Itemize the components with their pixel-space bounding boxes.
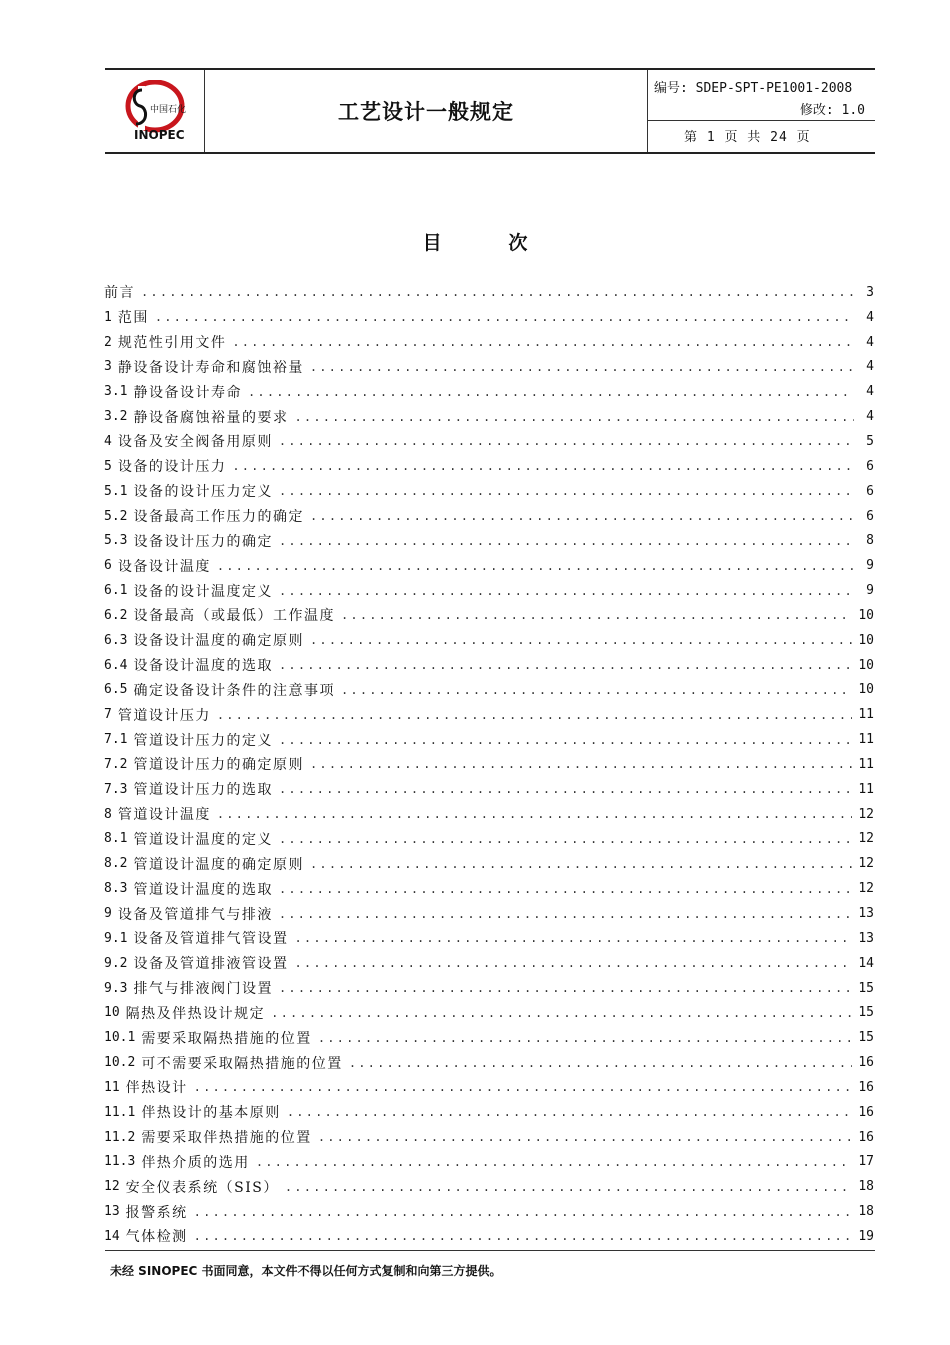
toc-entry-number: 9.2 [104,955,128,971]
toc-entry-page: 11 [858,756,874,772]
table-of-contents [104,280,874,1249]
toc-leader-dots [279,733,852,747]
toc-entry-number: 7 [104,707,112,723]
toc-entry-number: 2 [104,334,112,350]
toc-leader-dots [341,608,852,622]
toc-entry-title: 管道设计压力的定义 [133,732,273,749]
toc-entry-title: 管道设计温度的确定原则 [133,856,304,873]
toc-entry-title: 设备的设计压力 [117,459,227,476]
toc-entry[interactable] [104,404,874,429]
toc-entry-number: 4 [104,433,112,449]
toc-entry-number: 11.2 [104,1129,136,1145]
toc-entry-number: 5.2 [104,508,128,524]
toc-leader-dots [287,1105,853,1119]
toc-entry-title: 范围 [117,310,149,327]
toc-leader-dots [310,633,852,647]
toc-entry-number: 13 [104,1204,120,1220]
toc-entry-number: 5 [104,458,112,474]
toc-entry-title: 管道设计压力的确定原则 [133,757,304,774]
page-indicator: 第 1 页 共 24 页 [684,130,811,145]
toc-entry[interactable] [104,603,874,628]
toc-entry-number: 12 [104,1179,120,1195]
toc-entry-title: 管道设计压力 [117,707,211,724]
toc-entry-title: 气体检测 [125,1229,188,1246]
toc-entry-title: 报警系统 [125,1204,188,1221]
toc-entry[interactable] [104,827,874,852]
toc-entry[interactable] [104,429,874,454]
footer-divider [105,1250,875,1251]
toc-entry-title: 伴热设计 [125,1080,188,1097]
toc-entry[interactable] [104,578,874,603]
toc-leader-dots [279,534,854,548]
toc-leader-dots [217,708,853,722]
toc-leader-dots [248,385,854,399]
toc-entry-title: 管道设计温度 [117,807,211,824]
toc-leader-dots [310,360,854,374]
toc-entry-page: 12 [858,856,874,872]
toc-entry-number: 1 [104,309,112,325]
toc-entry-number: 11.3 [104,1154,136,1170]
toc-entry[interactable] [104,901,874,926]
toc-entry[interactable] [104,653,874,678]
toc-entry[interactable] [104,777,874,802]
toc-entry-page: 4 [866,309,874,325]
toc-entry-page: 13 [858,930,874,946]
toc-entry-number: 8 [104,806,112,822]
toc-leader-dots [217,559,854,573]
toc-entry-page: 4 [866,359,874,375]
toc-leader-dots [279,907,853,921]
toc-entry[interactable] [104,305,874,330]
toc-entry-number: 10.2 [104,1055,136,1071]
toc-leader-dots [232,459,854,473]
toc-entry[interactable] [104,504,874,529]
toc-entry-number: 6.4 [104,657,128,673]
toc-entry[interactable] [104,802,874,827]
toc-entry-page: 15 [858,980,874,996]
logo-cell [105,70,205,152]
toc-entry-page: 9 [866,558,874,574]
toc-heading [0,228,950,255]
toc-leader-dots [310,509,854,523]
toc-entry-number: 7.1 [104,732,128,748]
toc-entry-number: 6.2 [104,607,128,623]
toc-entry[interactable] [104,1075,874,1100]
toc-entry-title: 设备及管道排气管设置 [133,931,289,948]
document-title: 工艺设计一般规定 [338,100,514,124]
toc-entry[interactable] [104,1150,874,1175]
toc-leader-dots [279,981,852,995]
toc-leader-dots [294,956,852,970]
toc-entry-number: 10 [104,1005,120,1021]
meta-top [648,70,875,121]
toc-entry[interactable] [104,678,874,703]
toc-entry[interactable] [104,1199,874,1224]
toc-leader-dots [141,285,854,299]
toc-entry-number: 11 [104,1079,120,1095]
toc-entry-page: 4 [866,409,874,425]
toc-entry[interactable] [104,1025,874,1050]
toc-entry[interactable] [104,951,874,976]
toc-leader-dots [341,683,852,697]
svg-text:中国石化: 中国石化 [150,105,187,115]
toc-leader-dots [155,310,854,324]
toc-entry[interactable] [104,1174,874,1199]
toc-entry[interactable] [104,1050,874,1075]
sinopec-logo [120,80,190,142]
toc-entry-title: 规范性引用文件 [117,335,227,352]
toc-entry-title: 排气与排液阀门设置 [133,981,273,998]
toc-entry[interactable] [104,976,874,1001]
toc-leader-dots [217,807,853,821]
toc-entry-number: 11.1 [104,1104,136,1120]
toc-entry[interactable] [104,528,874,553]
toc-entry-page: 13 [858,906,874,922]
toc-entry-title: 隔热及伴热设计规定 [125,1005,266,1022]
toc-entry-title: 确定设备设计条件的注意事项 [133,682,335,699]
toc-entry[interactable] [104,628,874,653]
toc-entry-page: 11 [858,707,874,723]
toc-entry-page: 18 [858,1204,874,1220]
toc-leader-dots [279,832,852,846]
toc-entry-page: 15 [858,1005,874,1021]
toc-entry-page: 11 [858,781,874,797]
toc-entry-title: 静设备设计寿命和腐蚀裕量 [117,359,304,376]
copyright-notice: 未经 SINOPEC 书面同意，本文件不得以任何方式复制和向第三方提供。 [110,1264,502,1278]
toc-entry-page: 6 [866,483,874,499]
toc-entry[interactable] [104,454,874,479]
toc-entry-number: 9.1 [104,930,128,946]
toc-entry-title: 伴热设计的基本原则 [141,1105,281,1122]
toc-leader-dots [271,1006,852,1020]
toc-entry-number: 9.3 [104,980,128,996]
toc-entry-number: 5.3 [104,533,128,549]
toc-entry-page: 16 [858,1129,874,1145]
toc-entry-page: 14 [858,955,874,971]
toc-entry-page: 12 [858,806,874,822]
toc-leader-dots [279,782,852,796]
toc-entry[interactable] [104,876,874,901]
toc-entry-number: 3 [104,359,112,375]
toc-heading-char-2: 次 [508,232,528,254]
toc-entry-title: 设备设计温度 [117,558,211,575]
toc-entry-number: 14 [104,1228,120,1244]
toc-entry[interactable] [104,379,874,404]
toc-leader-dots [318,1031,853,1045]
toc-entry-page: 18 [858,1179,874,1195]
toc-entry-page: 19 [858,1228,874,1244]
toc-entry-page: 12 [858,831,874,847]
toc-leader-dots [194,1080,853,1094]
toc-entry-page: 4 [866,334,874,350]
toc-entry-title: 设备的设计压力定义 [133,484,273,501]
toc-entry-page: 8 [866,533,874,549]
toc-entry[interactable] [104,1100,874,1125]
toc-entry-page: 10 [858,632,874,648]
toc-entry-number: 6.1 [104,583,128,599]
toc-entry-number: 6 [104,558,112,574]
toc-entry-page: 16 [858,1104,874,1120]
toc-leader-dots [310,857,852,871]
toc-entry-number: 7.3 [104,781,128,797]
toc-leader-dots [279,882,852,896]
toc-leader-dots [349,1056,853,1070]
toc-entry-number: 8.2 [104,856,128,872]
toc-entry-page: 12 [858,881,874,897]
toc-entry-title: 设备及管道排气与排液 [117,906,273,923]
toc-entry-page: 5 [866,433,874,449]
toc-entry[interactable] [104,702,874,727]
toc-entry-title: 设备及管道排液管设置 [133,956,289,973]
toc-entry-title: 安全仪表系统（SIS） [125,1179,279,1196]
toc-leader-dots [232,335,854,349]
toc-entry-title: 管道设计温度的选取 [133,881,273,898]
toc-entry-title: 设备最高（或最低）工作温度 [133,608,335,625]
toc-entry-title: 设备设计温度的选取 [133,658,273,675]
toc-leader-dots [279,658,852,672]
toc-entry-page: 4 [866,384,874,400]
toc-entry[interactable] [104,1000,874,1025]
toc-entry-page: 10 [858,607,874,623]
toc-entry[interactable] [104,553,874,578]
toc-entry-page: 3 [866,284,874,300]
toc-entry-number: 6.3 [104,632,128,648]
toc-entry-page: 15 [858,1030,874,1046]
toc-entry-title: 设备的设计温度定义 [133,583,273,600]
toc-entry-number: 6.5 [104,682,128,698]
document-meta [648,70,875,152]
toc-entry-title: 可不需要采取隔热措施的位置 [141,1055,343,1072]
toc-entry-page: 11 [858,732,874,748]
toc-leader-dots [194,1205,853,1219]
toc-entry[interactable] [104,355,874,380]
toc-entry-page: 17 [858,1154,874,1170]
toc-leader-dots [279,434,854,448]
toc-entry-number: 7.2 [104,756,128,772]
toc-entry-title: 设备最高工作压力的确定 [133,509,304,526]
toc-entry[interactable] [104,926,874,951]
toc-entry-number: 9 [104,906,112,922]
toc-entry[interactable] [104,1224,874,1249]
toc-entry-title: 设备设计温度的确定原则 [133,633,304,650]
toc-entry[interactable] [104,1125,874,1150]
toc-entry-title: 需要采取隔热措施的位置 [141,1030,312,1047]
toc-entry-title: 设备设计压力的确定 [133,533,273,550]
document-header [105,68,875,154]
toc-entry-number: 3.1 [104,384,128,400]
toc-entry[interactable] [104,330,874,355]
toc-entry-page: 16 [858,1055,874,1071]
toc-leader-dots [285,1180,852,1194]
toc-entry-title: 前言 [104,285,135,302]
toc-leader-dots [318,1130,853,1144]
toc-entry-page: 6 [866,458,874,474]
toc-entry-title: 静设备腐蚀裕量的要求 [133,409,289,426]
toc-entry-number: 10.1 [104,1030,136,1046]
svg-text:INOPEC: INOPEC [134,128,185,142]
toc-entry-title: 需要采取伴热措施的位置 [141,1130,312,1147]
toc-entry[interactable] [104,479,874,504]
toc-leader-dots [294,410,854,424]
toc-entry-number: 3.2 [104,409,128,425]
toc-leader-dots [294,931,852,945]
toc-entry-title: 伴热介质的选用 [141,1154,250,1171]
document-code: 编号: SDEP-SPT-PE1001-2008 [654,81,853,96]
toc-entry[interactable] [104,851,874,876]
toc-leader-dots [256,1155,853,1169]
toc-entry-title: 设备及安全阀备用原则 [117,434,273,451]
document-title-cell [205,70,648,152]
toc-entry-number: 8.1 [104,831,128,847]
toc-entry-page: 10 [858,657,874,673]
toc-leader-dots [279,584,854,598]
toc-entry-page: 9 [866,583,874,599]
toc-entry-number: 8.3 [104,881,128,897]
toc-leader-dots [279,484,854,498]
toc-entry-title: 静设备设计寿命 [133,384,242,401]
toc-leader-dots [194,1229,853,1243]
toc-entry-page: 10 [858,682,874,698]
toc-entry[interactable] [104,280,874,305]
toc-entry[interactable] [104,727,874,752]
toc-entry-title: 管道设计温度的定义 [133,831,273,848]
toc-entry-page: 6 [866,508,874,524]
toc-leader-dots [310,757,852,771]
toc-entry-page: 16 [858,1079,874,1095]
toc-heading-char-1: 目 [422,232,442,254]
toc-entry[interactable] [104,752,874,777]
toc-entry-number: 5.1 [104,483,128,499]
toc-entry-title: 管道设计压力的选取 [133,782,273,799]
document-revision: 修改: 1.0 [799,103,865,118]
